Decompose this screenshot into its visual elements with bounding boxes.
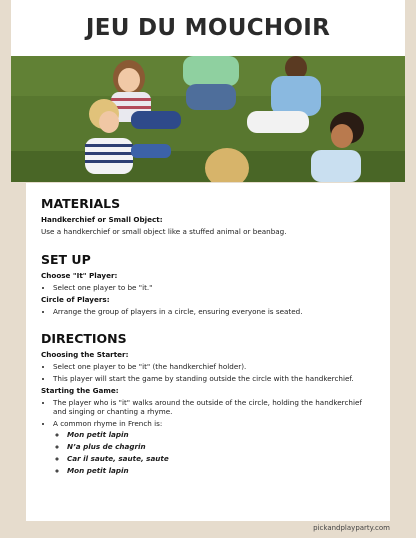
rhyme-list (53, 430, 375, 475)
section-spacer (41, 319, 375, 331)
title-band (11, 0, 405, 56)
materials-text: Use a handkerchief or small object like a stuffed animal or beanbag. (41, 227, 287, 236)
directions-heading: DIRECTIONS (41, 331, 127, 346)
directions-subheading-starter: Choosing the Starter: (41, 350, 129, 359)
setup-heading: SET UP (41, 252, 91, 267)
setup-list-2 (41, 307, 375, 316)
list-item: • This player will start the game by standing outside the circle with the handkerchief. (53, 374, 375, 383)
rhyme-line: ◦ Mon petit lapin (67, 430, 375, 439)
directions-subheading-start-game: Starting the Game: (41, 386, 119, 395)
setup-list-1 (41, 283, 375, 292)
children-circle-photo (11, 56, 405, 182)
section-spacer (41, 240, 375, 252)
rhyme-line: ◦ Mon petit lapin (67, 466, 375, 475)
rhyme-line: ◦ N’a plus de chagrin (67, 442, 375, 451)
directions-list-2 (41, 398, 375, 475)
directions-list-1 (41, 362, 375, 383)
page-title: JEU DU MOUCHOIR (85, 15, 331, 41)
list-item: • Select one player to be "it" (the handkerchief holder). (53, 362, 375, 371)
list-item: • Arrange the group of players in a circle, ensuring everyone is seated. (53, 307, 375, 316)
materials-heading: MATERIALS (41, 196, 121, 211)
rhyme-intro: A common rhyme in French is: (53, 419, 163, 428)
materials-subheading: Handkerchief or Small Object: (41, 215, 163, 224)
footer-site: pickandplayparty.com (313, 524, 390, 532)
list-item: • Select one player to be "it." (53, 283, 375, 292)
rhyme-line: ◦ Car il saute, saute, saute (67, 454, 375, 463)
header-photo (11, 56, 405, 182)
list-item (53, 419, 375, 475)
setup-subheading-it-player: Choose "It" Player: (41, 271, 118, 280)
setup-subheading-circle: Circle of Players: (41, 295, 110, 304)
content-card (26, 183, 390, 521)
list-item: • The player who is "it" walks around the outside of the circle, holding the handkerchief and singing or chanting a rhyme. (53, 398, 375, 416)
